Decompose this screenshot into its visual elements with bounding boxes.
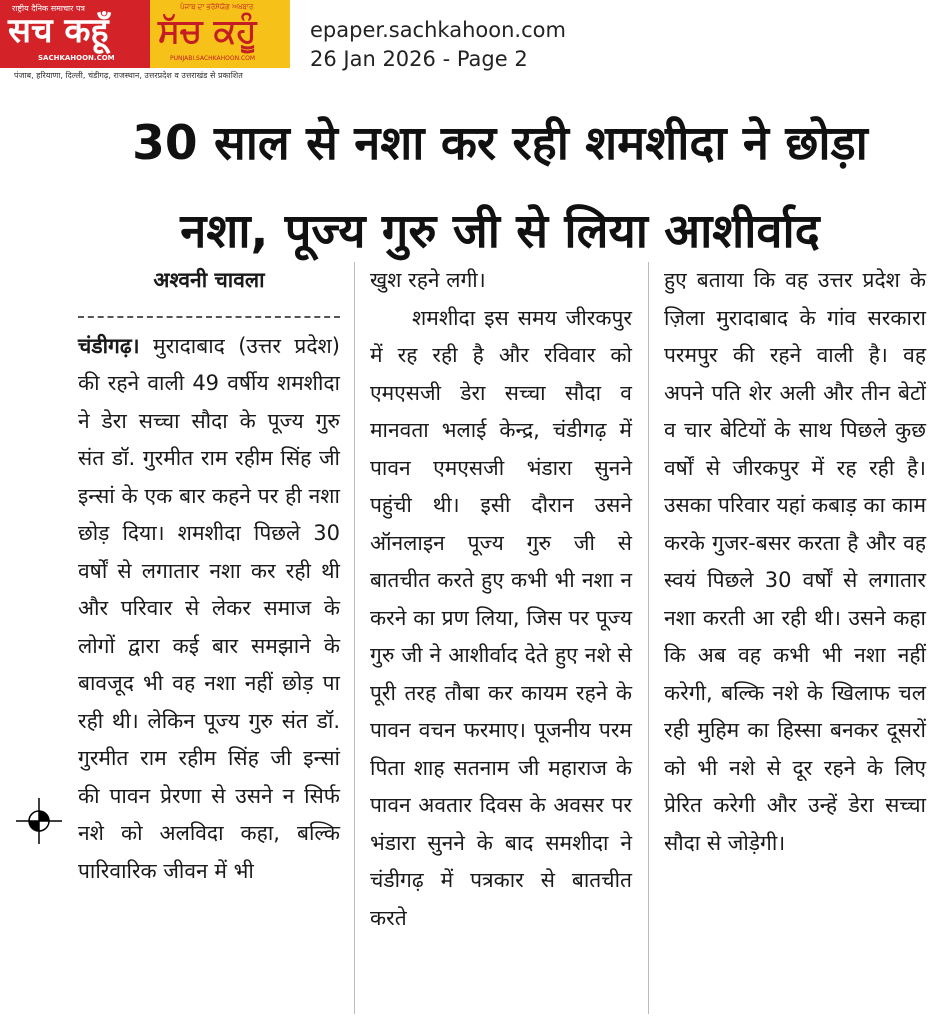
dateline: चंडीगढ़।	[78, 333, 140, 358]
column-divider	[648, 262, 649, 1014]
site-punjabi: PUNJABI.SACHKAHOON.COM	[170, 55, 256, 62]
article-paragraph	[78, 328, 340, 891]
headline-line-1: 30 साल से नशा कर रही शमशीदा ने छोड़ा	[132, 116, 868, 171]
headline-line-2: नशा, पूज्य गुरु जी से लिया आशीर्वाद	[180, 204, 820, 259]
column-2-paragraph-2: शमशीदा इस समय जीरकपुर में रह रही है और रविवार को एमएसजी डेरा सच्चा सौदा व मानवता भलाई केन्द्र, चंडीगढ़ में पावन एमएसजी भंडारा सुनने पहुंची थी। इसी दौरान उसने ऑनलाइन पूज्य गुरु जी से बातचीत करते हुए कभी भी नशा न करने का प्रण लिया, जिस पर पूज्य गुरु जी ने आशीर्वाद देते हुए नशे से पूरी तरह तौबा कर कायम रहने के पावन वचन फरमाए। पूजनीय परम पिता शाह सतनाम जी महाराज के पावन अवतार दिवस के अवसर पर भंडारा सुनने के बाद समशीदा ने चंडीगढ़ में पत्रकार से बातचीत करते	[370, 305, 632, 930]
sachkahoon-logo[interactable]	[0, 0, 150, 68]
byline-divider	[78, 316, 340, 318]
byline: अश्वनी चावला	[153, 268, 265, 292]
masthead	[0, 0, 290, 84]
site-hindi: SACHKAHOON.COM	[38, 54, 115, 62]
headline	[60, 100, 940, 276]
punjabi-logo[interactable]	[150, 0, 290, 68]
brand-punjabi: ਸੱਚ ਕਹੂੰ	[158, 11, 257, 50]
article-column-3	[664, 262, 926, 862]
column-3-paragraph: हुए बताया कि वह उत्तर प्रदेश के ज़िला मुरादाबाद के गांव सरकारा परमपुर की रहने वाली है। वह अपने पति शेर अली और तीन बेटों व चार बेटियों के साथ पिछले कुछ वर्षों से जीरकपुर में रह रही है। उसका परिवार यहां कबाड़ का काम करके गुजर-बसर करता है और वह स्वयं पिछले 30 वर्षों से लगातार नशा करती आ रही थी। उसने कहा कि अब वह कभी भी नशा नहीं करेगी, बल्कि नशे के खिलाफ चल रही मुहिम का हिस्सा बनकर दूसरों को भी नशे से दूर रहने के लिए प्रेरित करेगी और उन्हें डेरा सच्चा सौदा से जोड़ेगी।	[664, 268, 926, 855]
crosshair-icon	[16, 798, 62, 844]
article-column-1	[78, 262, 340, 890]
source-date-page: 26 Jan 2026 - Page 2	[310, 47, 528, 71]
column-1-text: मुरादाबाद (उत्तर प्रदेश) की रहने वाली 49 वर्षीय शमशीदा ने डेरा सच्चा सौदा के पूज्य गुरु संत डॉ. गुरमीत राम रहीम सिंह जी इन्सां के एक बार कहने पर ही नशा छोड़ दिया। शमशीदा पिछले 30 वर्षों से लगातार नशा कर रही थी और परिवार से लेकर समाज के लोगों द्वारा कई बार समझाने के बावजूद भी वह नशा नहीं छोड़ पा रही थी। लेकिन पूज्य गुरु संत डॉ. गुरमीत राम रहीम सिंह जी इन्सां की पावन प्रेरणा से उसने न सिर्फ नशे को अलविदा कहा, बल्कि पारिवारिक जीवन में भी	[78, 333, 340, 883]
source-site: epaper.sachkahoon.com	[310, 18, 566, 42]
masthead-tagline: राष्ट्रीय दैनिक समाचार पत्र	[12, 4, 85, 13]
column-2-paragraph-1: खुश रहने लगी।	[370, 268, 486, 292]
editions-strip: पंजाब, हरियाणा, दिल्ली, चंडीगढ़, राजस्थान, उत्तरप्रदेश व उत्तराखंड से प्रकाशित	[14, 71, 243, 80]
brand-hindi: सच कहूँ	[8, 11, 109, 51]
column-divider	[354, 262, 355, 1014]
article-column-2	[370, 262, 632, 937]
masthead-tagline-punjabi: ਪੰਜਾਬ ਦਾ ਭਰੋਸੇਯੋਗ ਅਖ਼ਬਾਰ	[180, 3, 254, 11]
